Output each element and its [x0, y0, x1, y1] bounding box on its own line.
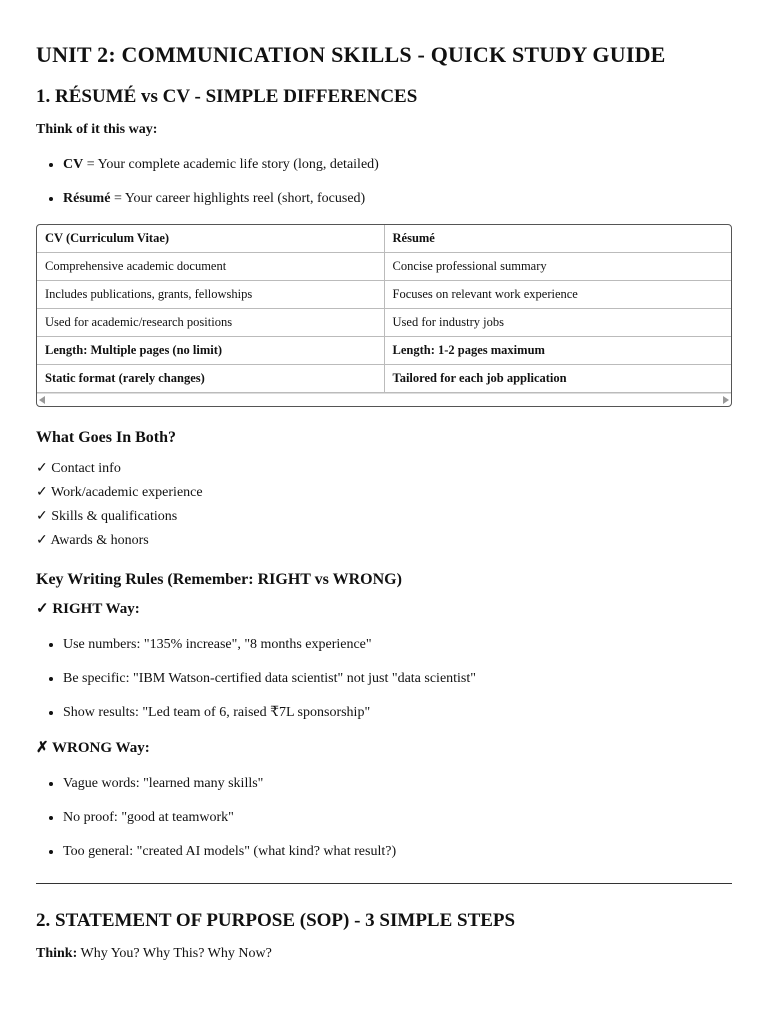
table-cell: Concise professional summary	[384, 253, 731, 281]
list-item: • No proof: "good at teamwork"	[63, 809, 732, 827]
right-way-heading: ✓ RIGHT Way:	[36, 601, 140, 617]
check-item: ✓ Contact info	[36, 461, 121, 476]
list-item: • Be specific: "IBM Watson-certified data scientist" not just "data scientist"	[63, 670, 732, 688]
table-cell: Tailored for each job application	[384, 365, 731, 393]
both-heading: What Goes In Both?	[36, 429, 177, 446]
table-cell: Includes publications, grants, fellowships	[37, 281, 384, 309]
wrong-way-heading: ✗ WRONG Way:	[36, 740, 150, 756]
both-checklist	[36, 457, 732, 553]
table-cell: Comprehensive academic document	[37, 253, 384, 281]
table-header-cell: CV (Curriculum Vitae)	[37, 225, 384, 253]
table-row	[37, 253, 731, 281]
list-item: • Too general: "created AI models" (what kind? what result?)	[63, 843, 732, 861]
scroll-right-arrow-icon[interactable]	[723, 396, 729, 404]
section-2-heading: 2. STATEMENT OF PURPOSE (SOP) - 3 SIMPLE STEPS	[36, 910, 516, 931]
cv-resume-bullets	[36, 156, 732, 208]
comparison-table	[36, 224, 732, 407]
table-cell: Static format (rarely changes)	[37, 365, 384, 393]
section-1-heading: 1. RÉSUMÉ vs CV - SIMPLE DIFFERENCES	[36, 86, 418, 107]
check-item: ✓ Work/academic experience	[36, 485, 203, 500]
horizontal-scrollbar[interactable]	[37, 393, 731, 406]
table-row	[37, 337, 731, 365]
table-header-row	[37, 225, 731, 253]
list-item: • Show results: "Led team of 6, raised ₹7L sponsorship"	[63, 704, 732, 722]
right-way-list	[36, 636, 732, 722]
list-item: • CV = Your complete academic life story (long, detailed)	[63, 156, 732, 174]
page-title: UNIT 2: COMMUNICATION SKILLS - QUICK STUDY GUIDE	[36, 42, 666, 67]
list-item: • Vague words: "learned many skills"	[63, 775, 732, 793]
table-cell: Length: 1-2 pages maximum	[384, 337, 731, 365]
section-divider	[36, 883, 732, 884]
list-item: • Résumé = Your career highlights reel (short, focused)	[63, 190, 732, 208]
check-item: ✓ Awards & honors	[36, 533, 149, 548]
table-row	[37, 281, 731, 309]
rules-heading: Key Writing Rules (Remember: RIGHT vs WRONG)	[36, 571, 402, 588]
think-label: Think of it this way:	[36, 122, 158, 137]
table-cell: Length: Multiple pages (no limit)	[37, 337, 384, 365]
table-row	[37, 309, 731, 337]
table-cell: Used for academic/research positions	[37, 309, 384, 337]
wrong-way-list	[36, 775, 732, 861]
table-cell: Focuses on relevant work experience	[384, 281, 731, 309]
table-header-cell: Résumé	[384, 225, 731, 253]
sop-think-line: Think: Why You? Why This? Why Now?	[36, 946, 272, 961]
list-item: • Use numbers: "135% increase", "8 months experience"	[63, 636, 732, 654]
table-cell: Used for industry jobs	[384, 309, 731, 337]
scroll-left-arrow-icon[interactable]	[39, 396, 45, 404]
table-row	[37, 365, 731, 393]
check-item: ✓ Skills & qualifications	[36, 509, 178, 524]
